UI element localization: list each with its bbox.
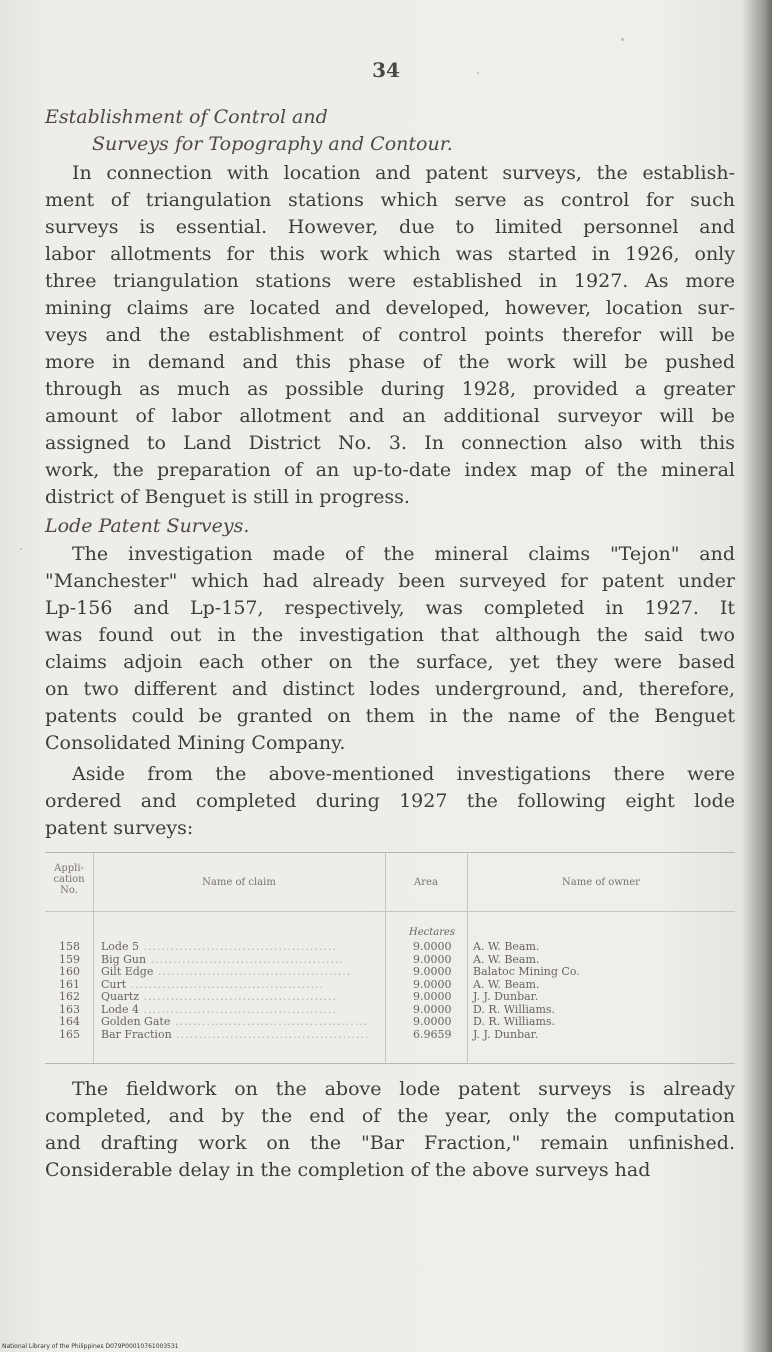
lode-survey-table (45, 852, 735, 1064)
header-owner-name: Name of owner (562, 877, 640, 888)
row-application-no: 165 (59, 1027, 80, 1041)
row-application-no: 163 (59, 1002, 80, 1016)
row-area: 6.9659 (413, 1027, 452, 1041)
row-owner-name: J. J. Dunbar. (473, 990, 539, 1003)
footer-credit: National Library of the Philippines D079P00010761003531 (2, 1343, 179, 1350)
row-area: 9.0000 (413, 965, 452, 978)
text-line: labor allotments for this work which was started in 1926, only (45, 243, 735, 265)
row-application-no: 161 (59, 977, 80, 991)
row-claim-name: Quartz ..... (101, 991, 371, 1003)
area-unit-label: Hectares (409, 927, 456, 938)
row-area: 9.0000 (413, 952, 452, 966)
paragraph-investigation (45, 541, 735, 757)
row-owner-name: Balatoc Mining Co. (473, 965, 580, 978)
text-line: assigned to Land District No. 3. In connection also with this (45, 432, 735, 454)
paragraph-ordered-surveys (45, 761, 735, 842)
row-owner-name: A. W. Beam. (473, 952, 540, 966)
row-area: 9.0000 (413, 1015, 452, 1028)
text-line: Aside from the above-mentioned investigations there were (72, 763, 735, 785)
row-owner-name: D. R. Williams. (473, 1015, 556, 1028)
page-number: 34 (372, 58, 400, 82)
text-line: more in demand and this phase of the work will be pushed (45, 351, 735, 373)
text-line: Consolidated Mining Company. (45, 732, 346, 754)
row-area: 9.0000 (413, 1002, 452, 1016)
text-line: ment of triangulation stations which serve as control for such (45, 189, 735, 211)
row-application-no: 164 (59, 1015, 80, 1028)
text-line: surveys is essential. However, due to limited personnel and (45, 216, 735, 238)
text-line: The investigation made of the mineral claims "Tejon" and (72, 543, 735, 565)
text-line: claims adjoin each other on the surface, yet they were based (45, 651, 735, 673)
row-owner-name: A. W. Beam. (473, 977, 540, 991)
text-line: The fieldwork on the above lode patent surveys is already (72, 1078, 735, 1100)
row-claim-name: Bar Fraction ..... (101, 1029, 371, 1041)
row-claim-name: Lode 5 ..... (101, 941, 371, 953)
row-owner-name: J. J. Dunbar. (473, 1027, 539, 1041)
row-application-no: 158 (59, 940, 80, 953)
text-line: completed, and by the end of the year, only the computation (45, 1105, 735, 1127)
paragraph-control-surveys (45, 160, 735, 511)
text-line: "Manchester" which had already been surveyed for patent under (45, 570, 735, 592)
header-application-no: Appli- cation No. (53, 863, 85, 896)
text-line: amount of labor allotment and an additional surveyor will be (45, 405, 735, 427)
text-line: patents could be granted on them in the name of the Benguet (45, 705, 735, 727)
paragraph-fieldwork (45, 1076, 735, 1184)
row-claim-name: Curt ..... (101, 979, 371, 991)
text-line: In connection with location and patent surveys, the establish- (72, 162, 735, 184)
row-owner-name: A. W. Beam. (473, 940, 540, 953)
text-line: Lp-156 and Lp-157, respectively, was completed in 1927. It (45, 597, 735, 619)
section-heading-topography: Surveys for Topography and Contour. (92, 133, 453, 155)
text-line: patent surveys: (45, 817, 194, 839)
row-area: 9.0000 (413, 940, 452, 953)
text-line: mining claims are located and developed, however, location sur- (45, 297, 735, 319)
row-claim-name: Big Gun ..... (101, 954, 371, 966)
header-area: Area (414, 877, 438, 888)
text-line: three triangulation stations were established in 1927. As more (45, 270, 735, 292)
text-line: and drafting work on the "Bar Fraction," remain unfinished. (45, 1132, 735, 1154)
text-line: district of Benguet is still in progress. (45, 486, 410, 508)
row-area: 9.0000 (413, 977, 452, 991)
row-application-no: 159 (59, 952, 80, 966)
text-line: Considerable delay in the completion of the above surveys had (45, 1159, 651, 1181)
text-line: through as much as possible during 1928, provided a greater (45, 378, 735, 400)
row-area: 9.0000 (413, 990, 452, 1003)
row-application-no: 162 (59, 990, 80, 1003)
row-claim-name: Gilt Edge ..... (101, 966, 371, 978)
text-line: ordered and completed during 1927 the following eight lode (45, 790, 735, 812)
text-line: was found out in the investigation that although the said two (45, 624, 735, 646)
row-claim-name: Lode 4 ..... (101, 1004, 371, 1016)
row-claim-name: Golden Gate ..... (101, 1016, 371, 1028)
text-line: work, the preparation of an up-to-date index map of the mineral (45, 459, 735, 481)
row-owner-name: D. R. Williams. (473, 1002, 556, 1016)
header-claim-name: Name of claim (202, 877, 276, 888)
section-heading-lode-patent: Lode Patent Surveys. (45, 515, 250, 537)
section-heading-control: Establishment of Control and (45, 106, 328, 128)
row-application-no: 160 (59, 965, 80, 978)
text-line: on two different and distinct lodes underground, and, therefore, (45, 678, 735, 700)
text-line: veys and the establishment of control points therefor will be (45, 324, 735, 346)
